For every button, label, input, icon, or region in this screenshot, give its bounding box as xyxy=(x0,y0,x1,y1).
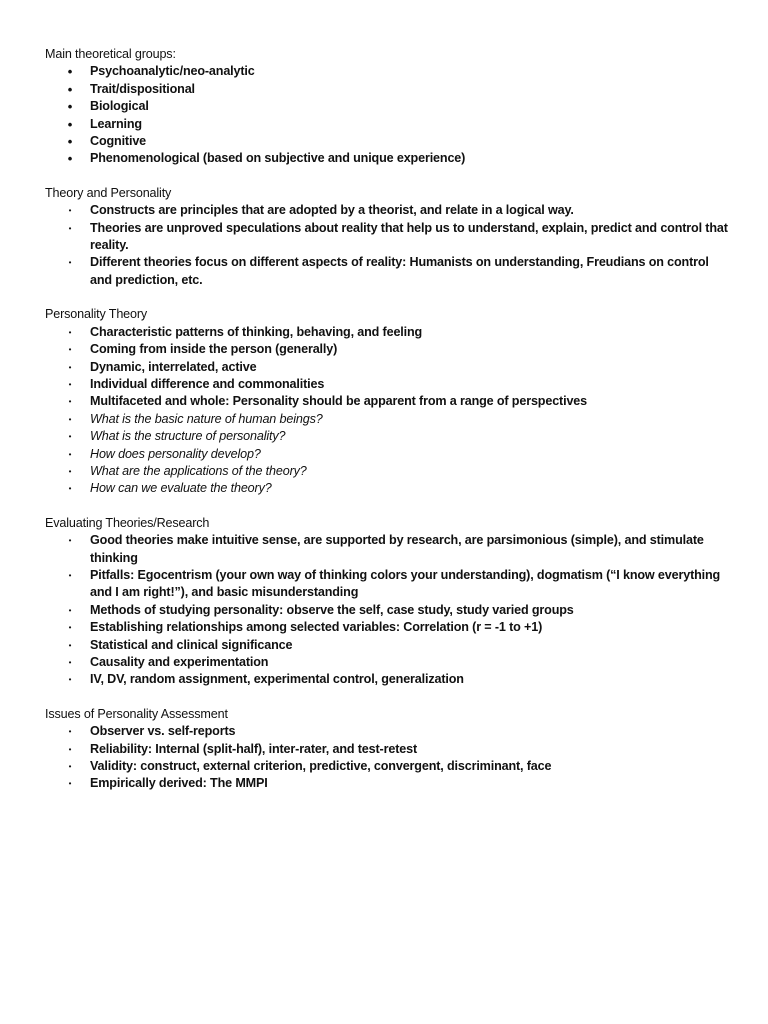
list-item-text: Empirically derived: The MMPI xyxy=(90,776,268,791)
list-item-text: Trait/dispositional xyxy=(90,81,195,96)
list-item xyxy=(45,723,728,740)
bullet-icon: • xyxy=(68,744,72,754)
bullet-icon: • xyxy=(68,675,72,685)
list-item-text: How does personality develop? xyxy=(90,446,261,461)
bullet-list xyxy=(45,324,728,498)
bullet-icon: • xyxy=(68,206,72,216)
section xyxy=(45,306,728,497)
list-item-text: Theories are unproved speculations about reality that help us to understand, explain, predict and control that reality. xyxy=(90,220,728,253)
bullet-list xyxy=(45,532,728,689)
list-item xyxy=(45,463,728,480)
list-item xyxy=(45,81,728,98)
list-item-text: Good theories make intuitive sense, are supported by research, are parsimonious (simple), and stimulate thinking xyxy=(90,533,704,565)
list-item xyxy=(45,532,728,567)
list-item-text: What is the structure of personality? xyxy=(90,429,286,444)
list-item-text: Multifaceted and whole: Personality should be apparent from a range of perspectives xyxy=(90,394,588,409)
section xyxy=(45,706,728,793)
section xyxy=(45,515,728,689)
list-item xyxy=(45,411,728,428)
bullet-icon: • xyxy=(68,449,72,459)
list-item-text: What is the basic nature of human beings? xyxy=(90,411,323,426)
list-item-text: Cognitive xyxy=(90,134,147,149)
list-item xyxy=(45,376,728,393)
bullet-icon: • xyxy=(68,762,72,772)
list-item xyxy=(45,602,728,619)
list-item-text: Learning xyxy=(90,116,142,131)
list-item xyxy=(45,671,728,688)
list-item xyxy=(45,758,728,775)
bullet-list xyxy=(45,723,728,793)
list-item-text: Dynamic, interrelated, active xyxy=(90,359,257,374)
list-item xyxy=(45,116,728,133)
bullet-icon: • xyxy=(68,570,72,580)
section xyxy=(45,185,728,289)
list-item-text: What are the applications of the theory? xyxy=(90,463,307,478)
list-item-text: Constructs are principles that are adopted by a theorist, and relate in a logical way. xyxy=(90,203,574,218)
bullet-icon: • xyxy=(68,779,72,789)
list-item-text: Characteristic patterns of thinking, behaving, and feeling xyxy=(90,324,423,339)
section-heading: Main theoretical groups: xyxy=(45,47,176,61)
bullet-icon: • xyxy=(68,327,72,337)
bullet-icon: • xyxy=(68,466,72,476)
list-item xyxy=(45,133,728,150)
bullet-icon: • xyxy=(68,623,72,633)
bullet-icon: • xyxy=(67,81,73,97)
list-item-text: Validity: construct, external criterion, predictive, convergent, discriminant, face xyxy=(90,759,552,774)
bullet-icon: • xyxy=(68,605,72,615)
list-item-text: Methods of studying personality: observe the self, case study, study varied groups xyxy=(90,602,574,617)
section-heading: Evaluating Theories/Research xyxy=(45,515,210,530)
bullet-icon: • xyxy=(68,432,72,442)
bullet-icon: • xyxy=(68,397,72,407)
list-item xyxy=(45,359,728,376)
list-item xyxy=(45,446,728,463)
bullet-list xyxy=(45,202,728,289)
list-item-text: Pitfalls: Egocentrism (your own way of thinking colors your understanding), dogmatism (“I know everything and I am right!”), and basic misunderstanding xyxy=(90,567,721,600)
list-item xyxy=(45,567,728,602)
bullet-icon: • xyxy=(68,258,72,268)
bullet-icon: • xyxy=(68,414,72,424)
section-heading: Personality Theory xyxy=(45,307,148,322)
list-item xyxy=(45,324,728,341)
bullet-icon: • xyxy=(68,727,72,737)
bullet-icon: • xyxy=(67,116,73,132)
list-item xyxy=(45,254,728,289)
list-item xyxy=(45,775,728,792)
list-item-text: Biological xyxy=(90,99,149,114)
list-item xyxy=(45,150,728,167)
bullet-list xyxy=(45,63,728,167)
list-item-text: IV, DV, random assignment, experimental control, generalization xyxy=(90,672,464,687)
bullet-icon: • xyxy=(67,99,73,115)
list-item xyxy=(45,341,728,358)
bullet-icon: • xyxy=(68,640,72,650)
section-heading: Theory and Personality xyxy=(45,185,172,200)
bullet-icon: • xyxy=(67,134,73,150)
list-item xyxy=(45,98,728,115)
list-item xyxy=(45,637,728,654)
list-item-text: How can we evaluate the theory? xyxy=(90,481,272,496)
section-heading: Issues of Personality Assessment xyxy=(45,706,228,721)
bullet-icon: • xyxy=(67,64,73,80)
list-item-text: Reliability: Internal (split-half), inter-rater, and test-retest xyxy=(90,741,417,756)
list-item-text: Phenomenological (based on subjective and unique experience) xyxy=(90,151,466,166)
bullet-icon: • xyxy=(68,536,72,546)
list-item xyxy=(45,741,728,758)
bullet-icon: • xyxy=(68,379,72,389)
bullet-icon: • xyxy=(68,658,72,667)
list-item-text: Individual difference and commonalities xyxy=(90,376,325,391)
bullet-icon: • xyxy=(68,345,72,355)
bullet-icon: • xyxy=(68,223,72,233)
bullet-icon: • xyxy=(67,151,73,167)
list-item xyxy=(45,202,728,219)
section xyxy=(45,46,728,168)
list-item xyxy=(45,393,728,410)
bullet-icon: • xyxy=(68,484,72,494)
list-item xyxy=(45,220,728,255)
list-item xyxy=(45,63,728,80)
list-item-text: Causality and experimentation xyxy=(90,655,269,669)
list-item xyxy=(45,654,728,671)
list-item-text: Establishing relationships among selected variables: Correlation (r = -1 to +1) xyxy=(90,620,543,635)
list-item xyxy=(45,428,728,445)
list-item-text: Observer vs. self-reports xyxy=(90,724,236,739)
list-item xyxy=(45,619,728,636)
list-item-text: Coming from inside the person (generally) xyxy=(90,342,338,357)
list-item-text: Statistical and clinical significance xyxy=(90,637,293,652)
list-item-text: Different theories focus on different aspects of reality: Humanists on understanding, Freudians on control and prediction, etc. xyxy=(90,255,709,287)
list-item xyxy=(45,480,728,497)
bullet-icon: • xyxy=(68,362,72,372)
list-item-text: Psychoanalytic/neo-analytic xyxy=(90,64,255,79)
